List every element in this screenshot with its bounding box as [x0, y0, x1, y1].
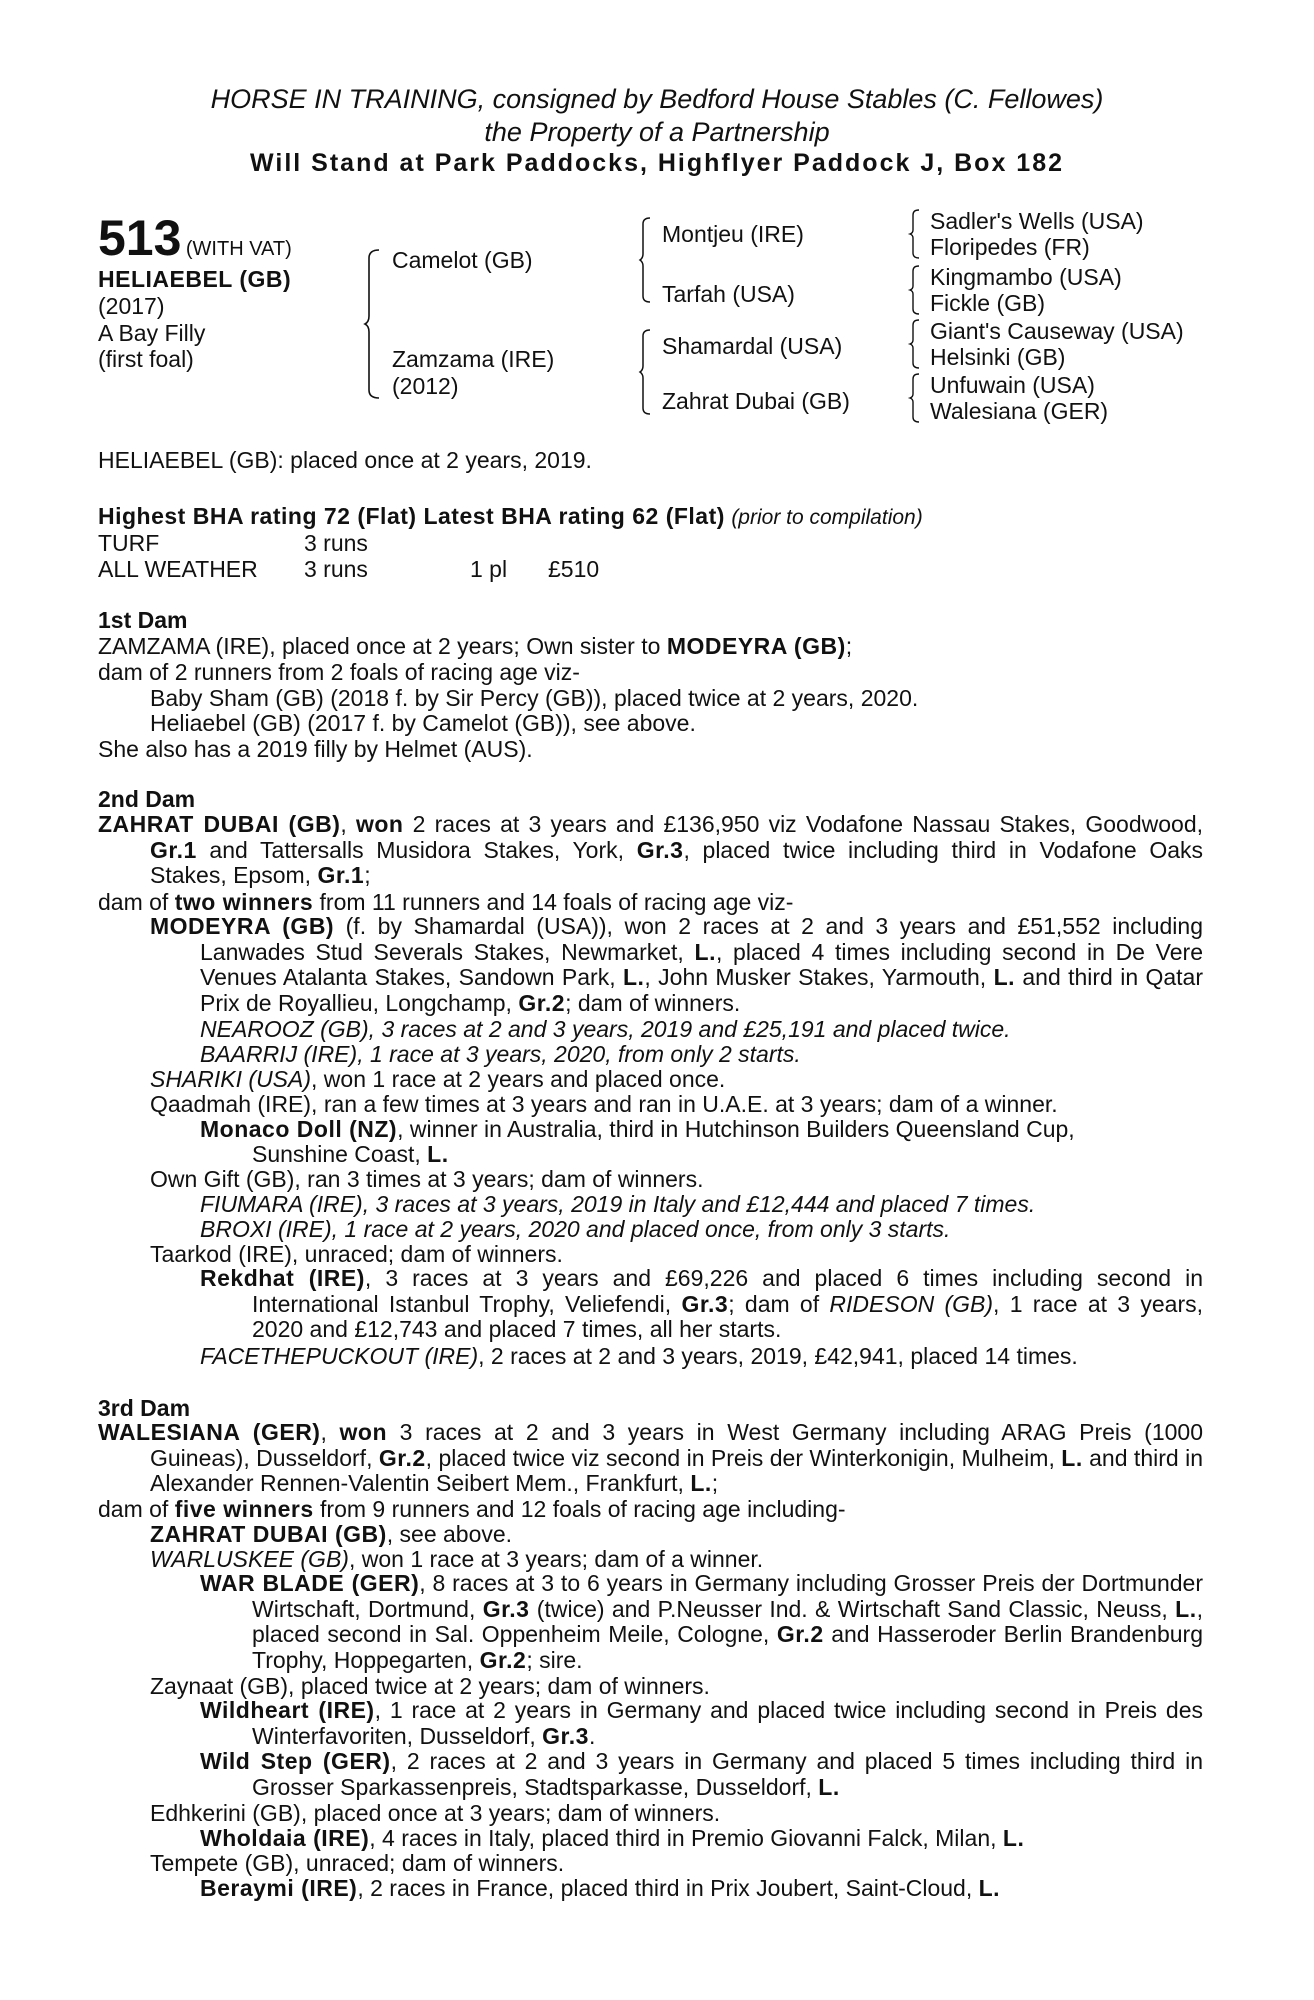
facethe-line: [200, 1343, 1078, 1369]
rekdhat-rg: Gr.3: [681, 1290, 729, 1317]
rating-text: Highest BHA rating 72 (Flat) Latest BHA rating 62 (Flat): [98, 503, 725, 529]
rating-line: [98, 503, 923, 531]
pedigree-bracket-sire: [640, 218, 654, 302]
rating-note: (prior to compilation): [731, 506, 923, 529]
wholdaia-wo1: , 4 races in Italy, placed third in Premio Giovanni Falck, Milan,: [369, 1825, 1003, 1851]
dam2-g2: Gr.3: [636, 836, 684, 863]
pedigree-bracket-g3-4: [910, 374, 922, 422]
pedigree-ddd: Walesiana (GER): [930, 398, 1109, 424]
dam2-p1: 2 races at 3 years and £136,950 viz Vodafone Nassau Stakes, Goodwood,: [403, 811, 1204, 837]
rekdhat-r2: ; dam of: [728, 1290, 830, 1317]
monaco-line1: [200, 1116, 1075, 1142]
aw-placed: 1 pl: [470, 556, 508, 582]
turf-runs: 3 runs: [304, 530, 368, 556]
warblade-wg1: Gr.3: [482, 1595, 530, 1622]
wholdaia-line: [200, 1825, 1024, 1851]
warluskee-line: [150, 1546, 763, 1572]
wildheart-name: Wildheart (IRE): [200, 1697, 375, 1723]
shariki-line: [150, 1066, 725, 1092]
warblade-w3: , placed second in Sal. Oppenheim Meile, Cologne,: [252, 1595, 1203, 1647]
pedigree-dss: Giant's Causeway (USA): [930, 318, 1184, 344]
modeyra-name: MODEYRA (GB): [150, 913, 335, 939]
modeyra-m3: , John Musker Stakes, Yarmouth,: [644, 964, 994, 990]
wildheart-record: [200, 1698, 1203, 1749]
shariki-name: SHARIKI (USA): [150, 1066, 312, 1092]
warblade-w4: and Hasseroder Berlin Brandenburg Trophy, Hoppegarten,: [252, 1621, 1203, 1673]
dam1-line5: She also has a 2019 filly by Helmet (AUS).: [98, 736, 533, 762]
broxi-line: [200, 1216, 950, 1242]
modeyra-ml1: L.: [694, 938, 716, 965]
dam2-won: won: [355, 811, 404, 837]
facethe-name: FACETHEPUCKOUT (IRE): [200, 1343, 479, 1369]
pedigree-sire-sire: Montjeu (IRE): [662, 221, 804, 247]
dam1-line4: Heliaebel (GB) (2017 f. by Camelot (GB)), see above.: [150, 710, 696, 736]
dam2-damof-b: two winners: [174, 889, 314, 915]
pedigree-bracket-g3-3: [910, 320, 922, 368]
dam3-p1: 3 races at 2 and 3 years in West Germany including ARAG Preis (1000 Guineas), Dusseldorf,: [150, 1419, 1203, 1471]
monaco-name: Monaco Doll (NZ): [200, 1116, 398, 1142]
dam1-l1c: ;: [845, 633, 853, 659]
lot-desc: A Bay Filly: [98, 320, 206, 346]
wholdaia-name: Wholdaia (IRE): [200, 1825, 370, 1851]
wholdaia-wol: L.: [1002, 1825, 1025, 1851]
rideson-name: RIDESON (GB): [829, 1290, 994, 1317]
warblade-wl: L.: [1175, 1595, 1197, 1622]
warblade-w5: ; sire.: [526, 1646, 583, 1673]
warblade-wg2: Gr.2: [776, 1621, 824, 1647]
dam1-l1b: MODEYRA (GB): [666, 633, 846, 659]
header-line-1: HORSE IN TRAINING, consigned by Bedford House Stables (C. Fellowes): [210, 84, 1104, 114]
pedigree-dsd: Helsinki (GB): [930, 344, 1066, 370]
rekdhat-r3: , 1 race at 3 years, 2020 and £12,743 and placed 7 times, all her starts.: [252, 1290, 1204, 1342]
taarkod-line: Taarkod (IRE), unraced; dam of winners.: [150, 1241, 563, 1267]
wildstep-wsl: L.: [818, 1773, 840, 1800]
dam3-name: WALESIANA (GER): [98, 1419, 321, 1445]
zaynaat-line: Zaynaat (GB), placed twice at 2 years; dam of winners.: [150, 1673, 710, 1699]
dam1-heading: 1st Dam: [98, 607, 188, 633]
warblade-name: WAR BLADE (GER): [200, 1570, 420, 1596]
dam3-l1: L.: [1061, 1444, 1083, 1471]
lot-name: HELIAEBEL (GB): [98, 266, 292, 292]
wildheart-wh1: , 1 race at 2 years in Germany and placed twice including second in Preis des Winterfavoriten, Dusseldorf,: [252, 1697, 1203, 1749]
monaco-text2: Sunshine Coast,: [252, 1141, 428, 1167]
beraymi-line: [200, 1875, 1000, 1901]
dam3-record: WALESIANA (GER), won 3 races at 2 and 3 years in West Germany including ARAG Preis (1000 Guineas), Dusseldorf, Gr.2, placed twice viz second in Preis der Winterkonigin, Mulheim, L. and third in Alexander Rennen-Valentin Seibert Mem., Frankfurt, L.;: [98, 1419, 1203, 1496]
pedigree-sire-dam: Tarfah (USA): [662, 281, 795, 307]
vat-label: (WITH VAT): [185, 238, 292, 260]
modeyra-m1: (f. by Shamardal (USA)), won 2 races at 2 and 3 years and £51,552 including Lanwades Stud Severals Stakes, Newmarket,: [200, 913, 1203, 965]
dam2-g1: Gr.1: [150, 836, 197, 863]
modeyra-record: [150, 914, 1203, 1016]
nearooz-line: [200, 1016, 1011, 1042]
baarrij-line: [200, 1041, 801, 1067]
beraymi-bel: L.: [978, 1875, 1001, 1901]
nearooz-name: NEAROOZ (GB): [200, 1016, 369, 1042]
dam1-line3: Baby Sham (GB) (2018 f. by Sir Percy (GB)), placed twice at 2 years, 2020.: [150, 685, 919, 711]
facethe-text: , 2 races at 2 and 3 years, 2019, £42,941, placed 14 times.: [478, 1343, 1078, 1369]
dam3-p3: and third in Alexander Rennen-Valentin Seibert Mem., Frankfurt,: [150, 1444, 1203, 1496]
dam3-heading: 3rd Dam: [98, 1395, 191, 1421]
pedigree-sire: Camelot (GB): [392, 247, 533, 273]
dam3-damof: [98, 1496, 846, 1522]
dam2-p4: ;: [364, 862, 371, 888]
aw-runs: 3 runs: [304, 556, 368, 582]
wildheart-wh2: .: [588, 1722, 596, 1749]
edhkerini-line: Edhkerini (GB), placed once at 3 years; dam of winners.: [150, 1800, 721, 1826]
pedigree-bracket-g3-2: [910, 266, 922, 314]
pedigree-bracket-main: [365, 250, 385, 400]
rekdhat-name: Rekdhat (IRE): [200, 1265, 365, 1291]
lot-note: (first foal): [98, 346, 194, 372]
modeyra-m2: , placed 4 times including second in De Vere Venues Atalanta Stakes, Sandown Park,: [200, 938, 1203, 990]
lot-year: (2017): [98, 293, 165, 319]
header-line-3: Will Stand at Park Paddocks, Highflyer Paddock J, Box 182: [250, 149, 1064, 177]
dam3-g1: Gr.2: [378, 1444, 426, 1471]
monaco-text1: , winner in Australia, third in Hutchinson Builders Queensland Cup,: [397, 1116, 1075, 1142]
monaco-line2: [252, 1141, 449, 1167]
wildstep-record: [200, 1749, 1203, 1800]
pedigree-ssd: Floripedes (FR): [930, 234, 1090, 260]
dam2-damof: [98, 889, 793, 915]
header-line-2: the Property of a Partnership: [484, 117, 830, 147]
rekdhat-r1: , 3 races at 3 years and £69,226 and placed 6 times including second in International Istanbul Trophy, Veliefendi,: [252, 1265, 1203, 1317]
dam3-p4: ;: [711, 1470, 719, 1496]
fiumara-name: FIUMARA (IRE): [200, 1191, 363, 1217]
lot-number: 513: [98, 210, 182, 266]
dam3-damof-c: from 9 runners and 12 foals of racing age including-: [313, 1496, 846, 1522]
pedigree-bracket-g3-1: [910, 210, 922, 258]
broxi-text: , 1 race at 2 years, 2020 and placed once, from only 3 starts.: [331, 1216, 951, 1242]
zahrat-text: , see above.: [386, 1521, 513, 1547]
modeyra-mg: Gr.2: [518, 989, 566, 1016]
modeyra-ml2: L.: [622, 964, 645, 990]
qaadmah-line: Qaadmah (IRE), ran a few times at 3 years and ran in U.A.E. at 3 years; dam of a winner.: [150, 1091, 1058, 1117]
summary: HELIAEBEL (GB): placed once at 2 years, 2019.: [98, 447, 592, 473]
broxi-name: BROXI (IRE): [200, 1216, 332, 1242]
wildstep-ws1: , 2 races at 2 and 3 years in Germany and placed 5 times including third in Grosser Sparkassenpreis, Stadtsparkasse, Dusseldorf,: [252, 1748, 1203, 1800]
dam2-g3: Gr.1: [317, 862, 365, 888]
dam2-heading: 2nd Dam: [98, 786, 196, 812]
pedigree-dds: Unfuwain (USA): [930, 372, 1095, 398]
pedigree-dam-sire: Shamardal (USA): [662, 333, 843, 359]
dam2-p3: , placed twice including third in Vodafone Oaks Stakes, Epsom,: [150, 836, 1204, 888]
aw-amount: £510: [548, 556, 600, 582]
pedigree-dam-year: (2012): [392, 373, 459, 399]
monaco-l: L.: [427, 1141, 449, 1167]
dam3-damof-b: five winners: [174, 1496, 314, 1522]
dam2-damof-a: dam of: [98, 889, 175, 915]
beraymi-be1: , 2 races in France, placed third in Prix Joubert, Saint-Cloud,: [357, 1875, 979, 1901]
modeyra-m4: and third in Qatar Prix de Royallieu, Longchamp,: [200, 964, 1203, 1016]
warblade-wg3: Gr.2: [479, 1646, 527, 1673]
modeyra-ml3: L.: [993, 964, 1016, 990]
fiumara-line: [200, 1191, 1035, 1217]
dam2-damof-c: from 11 runners and 14 foals of racing age viz-: [313, 889, 794, 915]
warluskee-name: WARLUSKEE (GB): [150, 1546, 349, 1572]
dam1-l1a: ZAMZAMA (IRE), placed once at 2 years; Own sister to: [98, 633, 667, 659]
pedigree-dam: Zamzama (IRE): [392, 346, 555, 372]
dam1-line2: dam of 2 runners from 2 foals of racing age viz-: [98, 659, 580, 685]
zahrat-name: ZAHRAT DUBAI (GB): [150, 1521, 387, 1547]
dam3-l2: L.: [690, 1470, 712, 1496]
pedigree-bracket-dam: [640, 330, 654, 414]
aw-label: ALL WEATHER: [98, 556, 258, 582]
pedigree-sdd: Fickle (GB): [930, 290, 1045, 316]
beraymi-name: Beraymi (IRE): [200, 1875, 358, 1901]
wildheart-whg: Gr.3: [542, 1722, 589, 1749]
shariki-text: , won 1 race at 2 years and placed once.: [311, 1066, 726, 1092]
dam3-won: won: [339, 1419, 388, 1445]
dam3-p2: , placed twice viz second in Preis der Winterkonigin, Mulheim,: [425, 1444, 1062, 1471]
dam2-p2: and Tattersalls Musidora Stakes, York,: [196, 836, 637, 863]
warblade-record: [200, 1571, 1203, 1673]
dam3-damof-a: dam of: [98, 1496, 175, 1522]
wildstep-name: Wild Step (GER): [200, 1748, 391, 1774]
warluskee-text: , won 1 race at 3 years; dam of a winner.: [348, 1546, 764, 1572]
pedigree-sss: Sadler's Wells (USA): [930, 208, 1144, 234]
turf-label: TURF: [98, 530, 160, 556]
dam1-line1: [98, 633, 852, 659]
pedigree-dam-dam: Zahrat Dubai (GB): [662, 388, 850, 414]
dam2-name: ZAHRAT DUBAI (GB): [98, 811, 341, 837]
owngift-line: Own Gift (GB), ran 3 times at 3 years; dam of winners.: [150, 1166, 704, 1192]
dam2-record: ZAHRAT DUBAI (GB), won 2 races at 3 years and £136,950 viz Vodafone Nassau Stakes, Goodwood, Gr.1 and Tattersalls Musidora Stakes, York, Gr.3, placed twice including third in Vodafone Oaks Stakes, Epsom, Gr.1;: [98, 811, 1204, 888]
baarrij-name: BAARRIJ (IRE): [200, 1041, 358, 1067]
warblade-w1: , 8 races at 3 to 6 years in Germany including Grosser Preis der Dortmunder Wirtschaft, Dortmund,: [252, 1570, 1203, 1622]
baarrij-text: , 1 race at 3 years, 2020, from only 2 starts.: [357, 1041, 801, 1067]
tempete-line: Tempete (GB), unraced; dam of winners.: [150, 1850, 565, 1876]
modeyra-m5: ; dam of winners.: [565, 989, 741, 1016]
zahrat-line: [150, 1521, 512, 1547]
nearooz-text: , 3 races at 2 and 3 years, 2019 and £25,191 and placed twice.: [368, 1016, 1011, 1042]
fiumara-text: , 3 races at 3 years, 2019 in Italy and £12,444 and placed 7 times.: [362, 1191, 1036, 1217]
rekdhat-record: [200, 1266, 1203, 1343]
pedigree-sds: Kingmambo (USA): [930, 264, 1122, 290]
warblade-w2: (twice) and P.Neusser Ind. & Wirtschaft Sand Classic, Neuss,: [529, 1595, 1176, 1622]
